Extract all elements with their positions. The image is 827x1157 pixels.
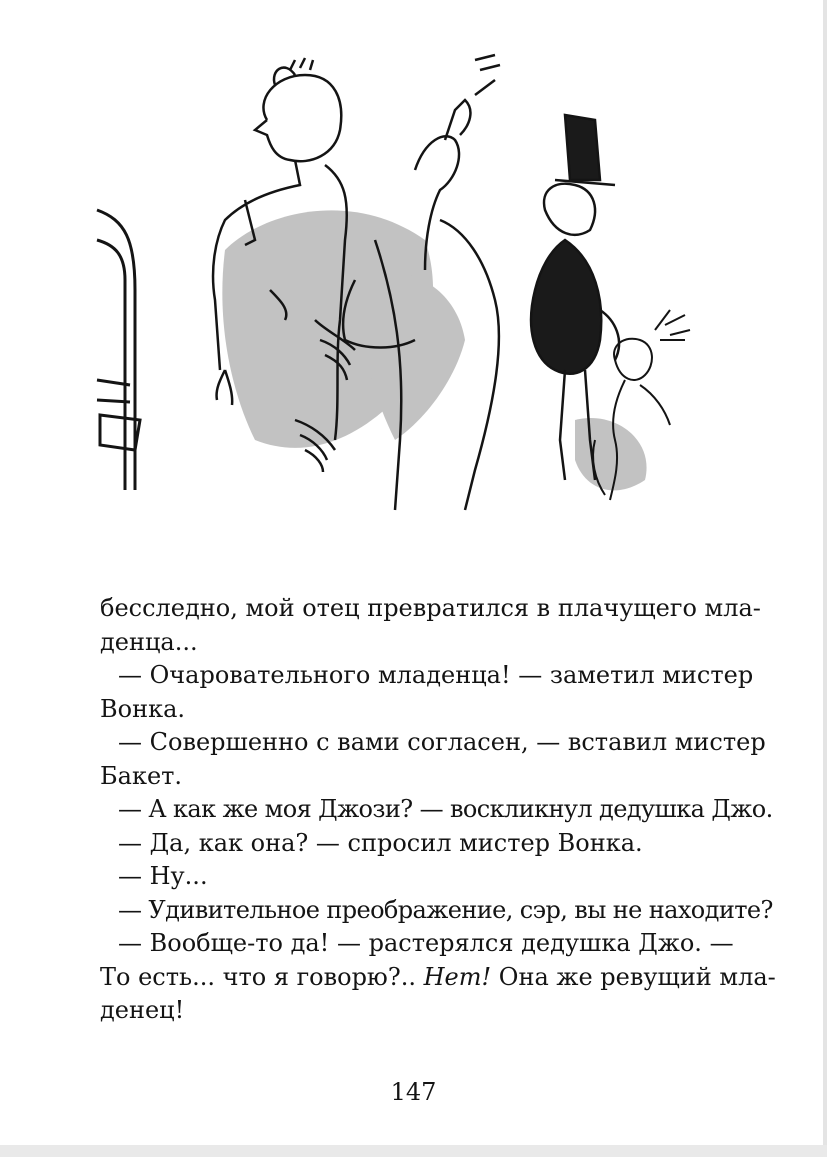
- text-span: Она же ревущий мла-: [498, 962, 776, 991]
- text-line: Вонка.: [100, 694, 186, 723]
- page-edge: [823, 0, 827, 1157]
- text-line: — Вообще-то да! — растерялся дедушка Джо. —: [118, 929, 734, 957]
- text-line: Бакет.: [100, 761, 183, 790]
- text-line: бесследно, мой отец превратился в плачущего мла-: [100, 594, 761, 622]
- illustration-crowd: [95, 40, 735, 540]
- text-line: [100, 961, 776, 995]
- body-text: [100, 592, 776, 1028]
- text-span: То есть... что я говорю?..: [100, 962, 416, 991]
- text-line: — Удивительное преображение, сэр, вы не находите?: [118, 895, 773, 924]
- text-line: — Совершенно с вами согласен, — вставил мистер: [118, 728, 766, 756]
- page-number: 147: [390, 1078, 437, 1106]
- text-line: денец!: [100, 996, 185, 1024]
- text-line: — Да, как она? — спросил мистер Вонка.: [118, 828, 643, 857]
- text-line: — Ну...: [118, 862, 208, 890]
- page-edge-bottom: [0, 1145, 827, 1157]
- emphasis-text: Нет!: [423, 962, 492, 991]
- text-line: — А как же моя Джози? — воскликнул дедушка Джо.: [118, 795, 773, 823]
- text-line: денца...: [100, 627, 198, 656]
- text-line: — Очаровательного младенца! — заметил мистер: [118, 661, 754, 689]
